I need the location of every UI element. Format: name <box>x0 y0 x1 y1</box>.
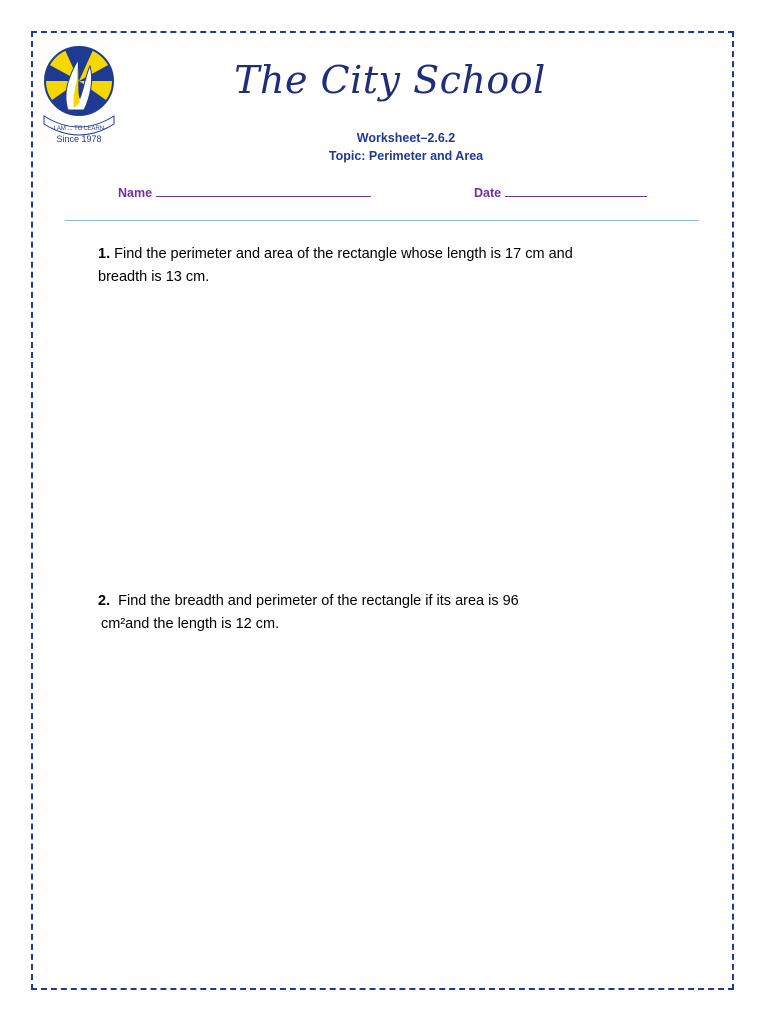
question-2-text-line2: cm²and the length is 12 cm. <box>101 616 280 632</box>
worksheet-topic: Topic: Perimeter and Area <box>328 149 484 163</box>
question-1-text-line1: Find the perimeter and area of the rectangle whose length is 17 cm and <box>114 246 573 262</box>
logo-emblem <box>45 47 113 115</box>
question-1 <box>98 243 638 289</box>
date-label: Date <box>474 186 502 200</box>
name-field[interactable] <box>118 186 371 200</box>
page-border <box>31 31 734 990</box>
question-1-text-line2: breadth is 13 cm. <box>98 269 210 285</box>
worksheet-number: Worksheet–2.6.2 <box>356 131 456 145</box>
question-1-number: 1. <box>98 246 111 262</box>
date-blank-line[interactable] <box>505 196 647 197</box>
header-divider <box>65 220 699 221</box>
school-name-title: The City School <box>234 58 546 102</box>
question-2-number: 2. <box>98 593 111 609</box>
question-2 <box>98 590 598 636</box>
logo-caption: Since 1978 <box>56 134 102 144</box>
logo-motto: I AM ... TO LEARN <box>53 126 105 132</box>
date-field[interactable] <box>474 186 647 200</box>
school-logo <box>40 44 118 148</box>
name-label: Name <box>118 186 153 200</box>
name-blank-line[interactable] <box>156 196 371 197</box>
question-2-text-line1: Find the breadth and perimeter of the rectangle if its area is 96 <box>118 593 519 609</box>
